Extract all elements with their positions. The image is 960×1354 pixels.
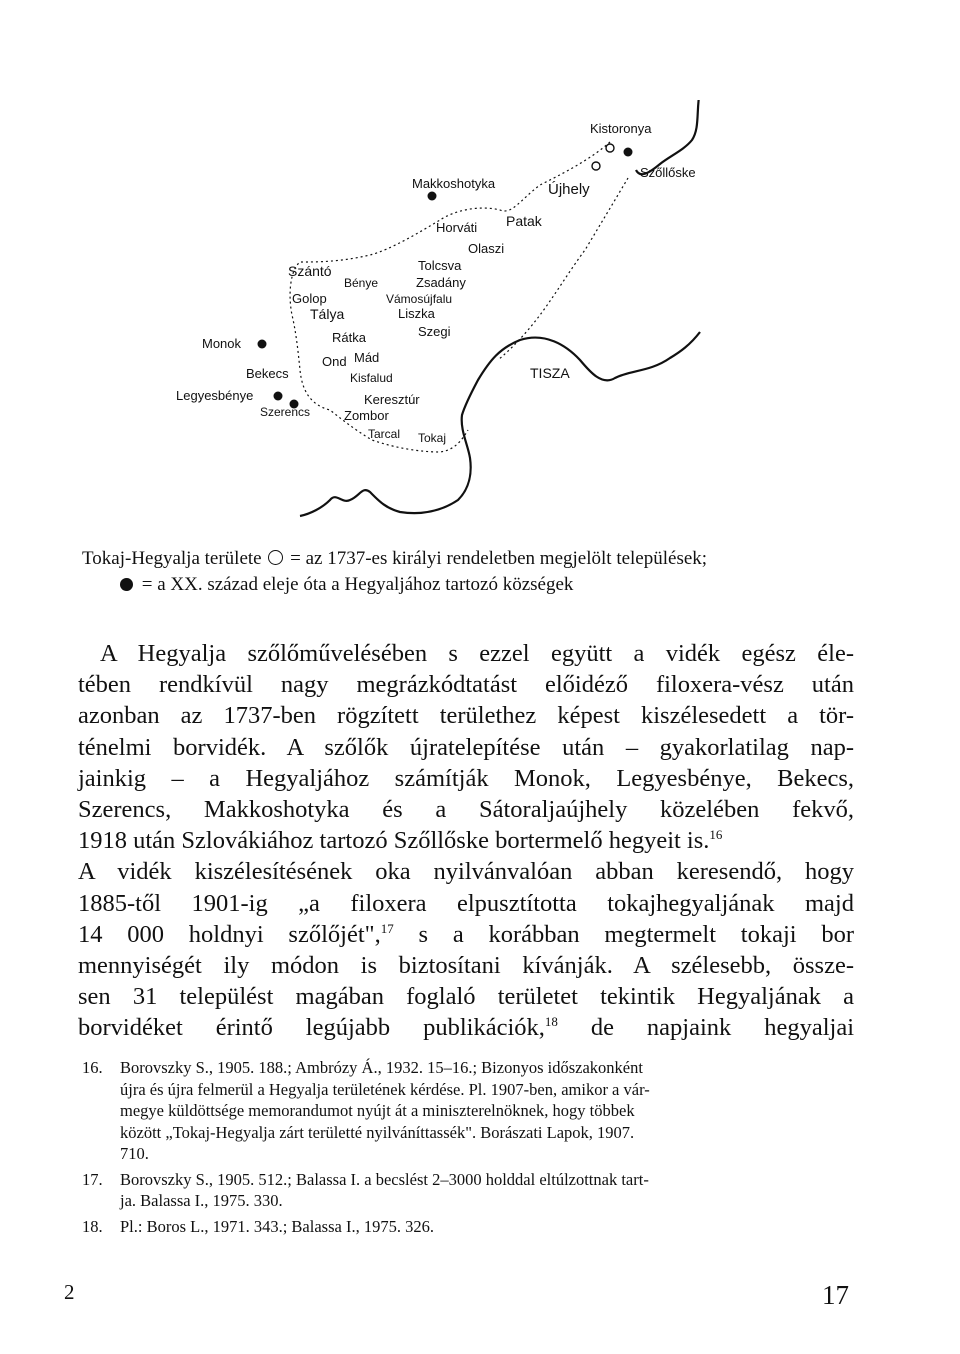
caption-line [82,572,872,598]
caption-open-legend: = az 1737-es királyi rendeletben megjelölt települések; [290,548,708,569]
label-szegi: Szegi [418,324,451,339]
label-talya: Tálya [310,306,345,322]
label-ratka: Rátka [332,330,366,345]
footnote-16 [82,1057,852,1165]
footnote-18 [82,1216,852,1238]
body-line [78,919,854,950]
label-legyesbenye: Legyesbénye [176,388,254,403]
page-number-left: 2 [64,1280,75,1304]
footnote-line: Borovszky S., 1905. 512.; Balassa I. a becslést 2–3000 holddal eltúlzottnak tart- [120,1169,649,1189]
footnote-line: között „Tokaj-Hegyalja zárt területté nyilváníttassék". Borászati Lapok, 1907. [120,1122,635,1142]
label-kistoronya: Kistoronya [590,121,652,136]
map-labels [176,121,696,445]
label-liszka: Liszka [398,306,435,321]
footnote-line: 710. [120,1144,149,1163]
body-line-text: s a korábban megtermelt tokaji bor [418,920,854,948]
label-szanto: Szántó [288,263,332,279]
label-tisza: TISZA [530,365,570,381]
label-keresztur: Keresztúr [364,392,420,407]
settlement-open-marker [606,144,614,152]
label-makkoshotyka: Makkoshotyka [412,176,496,191]
body-line-text: de napjaink hegyaljai [590,1014,855,1042]
settlement-filled-marker [258,340,267,349]
body-line: sen 31 települést magában foglaló területet tekintik Hegyaljának a [78,983,854,1011]
footnote-number: 16. [82,1058,103,1077]
tokaj-hegyalja-map [150,100,790,540]
caption-title: Tokaj-Hegyalja területe [82,548,262,569]
body-line: 1885-től 1901-ig „a filoxera elpusztította tokajhegyaljának majd [78,889,854,917]
footnote-line: megye küldöttsége memorandumot nyújt át a miniszterelnöknek, hogy többek [120,1101,635,1120]
body-line-text: 14 000 holdnyi szőlőjét", [78,920,381,948]
body-paragraph [78,638,854,856]
page-number-right: 17 [822,1280,849,1310]
footnote-line: ja. Balassa I., 1975. 330. [120,1191,283,1210]
settlement-filled-marker [274,392,283,401]
body-line: tében rendkívül nagy megrázkódtatást előidéző filoxera-vész után [78,671,854,699]
label-szerencs: Szerencs [260,405,311,419]
label-patak: Patak [506,213,542,229]
map-caption [82,546,872,598]
label-tolcsva: Tolcsva [418,258,462,273]
body-line-text: borvidéket érintő legújabb publikációk, [78,1014,545,1042]
label-benye: Bénye [344,276,379,290]
label-monok: Monok [202,336,242,351]
footnote-ref: 18 [544,1014,558,1030]
settlement-filled-marker [624,148,633,157]
label-tokaj: Tokaj [418,431,447,445]
body-line: A Hegyalja szőlőművelésében s ezzel együtt a vidék egész éle- [100,640,854,667]
label-szollőske: Szőllőske [640,165,696,180]
label-kisfalud: Kisfalud [350,371,393,385]
label-ond: Ond [322,354,347,369]
settlement-filled-marker [428,192,437,201]
label-mad: Mád [354,350,380,365]
footnote-17 [82,1169,852,1212]
footnotes [82,1057,852,1241]
footnote-ref: 16 [709,827,723,843]
body-line: A vidék kiszélesítésének oka nyilvánvalóan abban keresendő, hogy [78,858,854,886]
body-text [78,638,854,1044]
body-line: azonban az 1737-ben rögzített területhez képest kiszélesedett a tör- [78,702,854,730]
label-golop: Golop [292,291,327,306]
body-line: Szerencs, Makkoshotyka és a Sátoraljaújhely közelében fekvő, [78,796,854,824]
body-line-text: 1918 után Szlovákiához tartozó Szőllőske bortermelő hegyeit is. [78,827,710,855]
body-line [78,825,854,856]
label-zombor: Zombor [344,408,389,423]
caption-line [82,546,872,572]
body-paragraph [78,856,854,1043]
body-line: mennyiségét ily módon is biztosítani kívánják. A szélesebb, össze- [78,952,854,980]
label-horvati: Horváti [436,220,478,235]
body-line: ténelmi borvidék. A szőlők újratelepítése után – gyakorlatilag nap- [78,733,854,761]
open-circle-icon [268,550,283,565]
settlement-open-marker [592,162,600,170]
caption-filled-legend: = a XX. század eleje óta a Hegyaljához tartozó községek [141,574,574,595]
label-vamosujfalu: Vámosújfalu [386,292,453,306]
body-line [78,1012,854,1043]
footnote-line: Pl.: Boros L., 1971. 343.; Balassa I., 1975. 326. [120,1216,434,1236]
tisza-river [300,100,700,516]
filled-circle-icon [120,578,133,591]
footnote-number: 17. [82,1169,103,1189]
label-zsadany: Zsadány [416,275,466,290]
label-olaszi: Olaszi [468,241,505,256]
footnote-line: újra és újra felmerül a Hegyalja területének kérdése. Pl. 1907-ben, amikor a vár- [120,1079,650,1099]
body-line: jainkig – a Hegyaljához számítják Monok, Legyesbénye, Bekecs, [78,764,854,792]
footnote-line: Borovszky S., 1905. 188.; Ambrózy Á., 1932. 15–16.; Bizonyos időszakonként [120,1058,643,1077]
label-bekecs: Bekecs [246,366,289,381]
footnote-number: 18. [82,1216,103,1236]
label-tarcal: Tarcal [368,427,401,441]
footnote-ref: 17 [380,920,394,936]
label-ujhely: Újhely [548,181,590,198]
